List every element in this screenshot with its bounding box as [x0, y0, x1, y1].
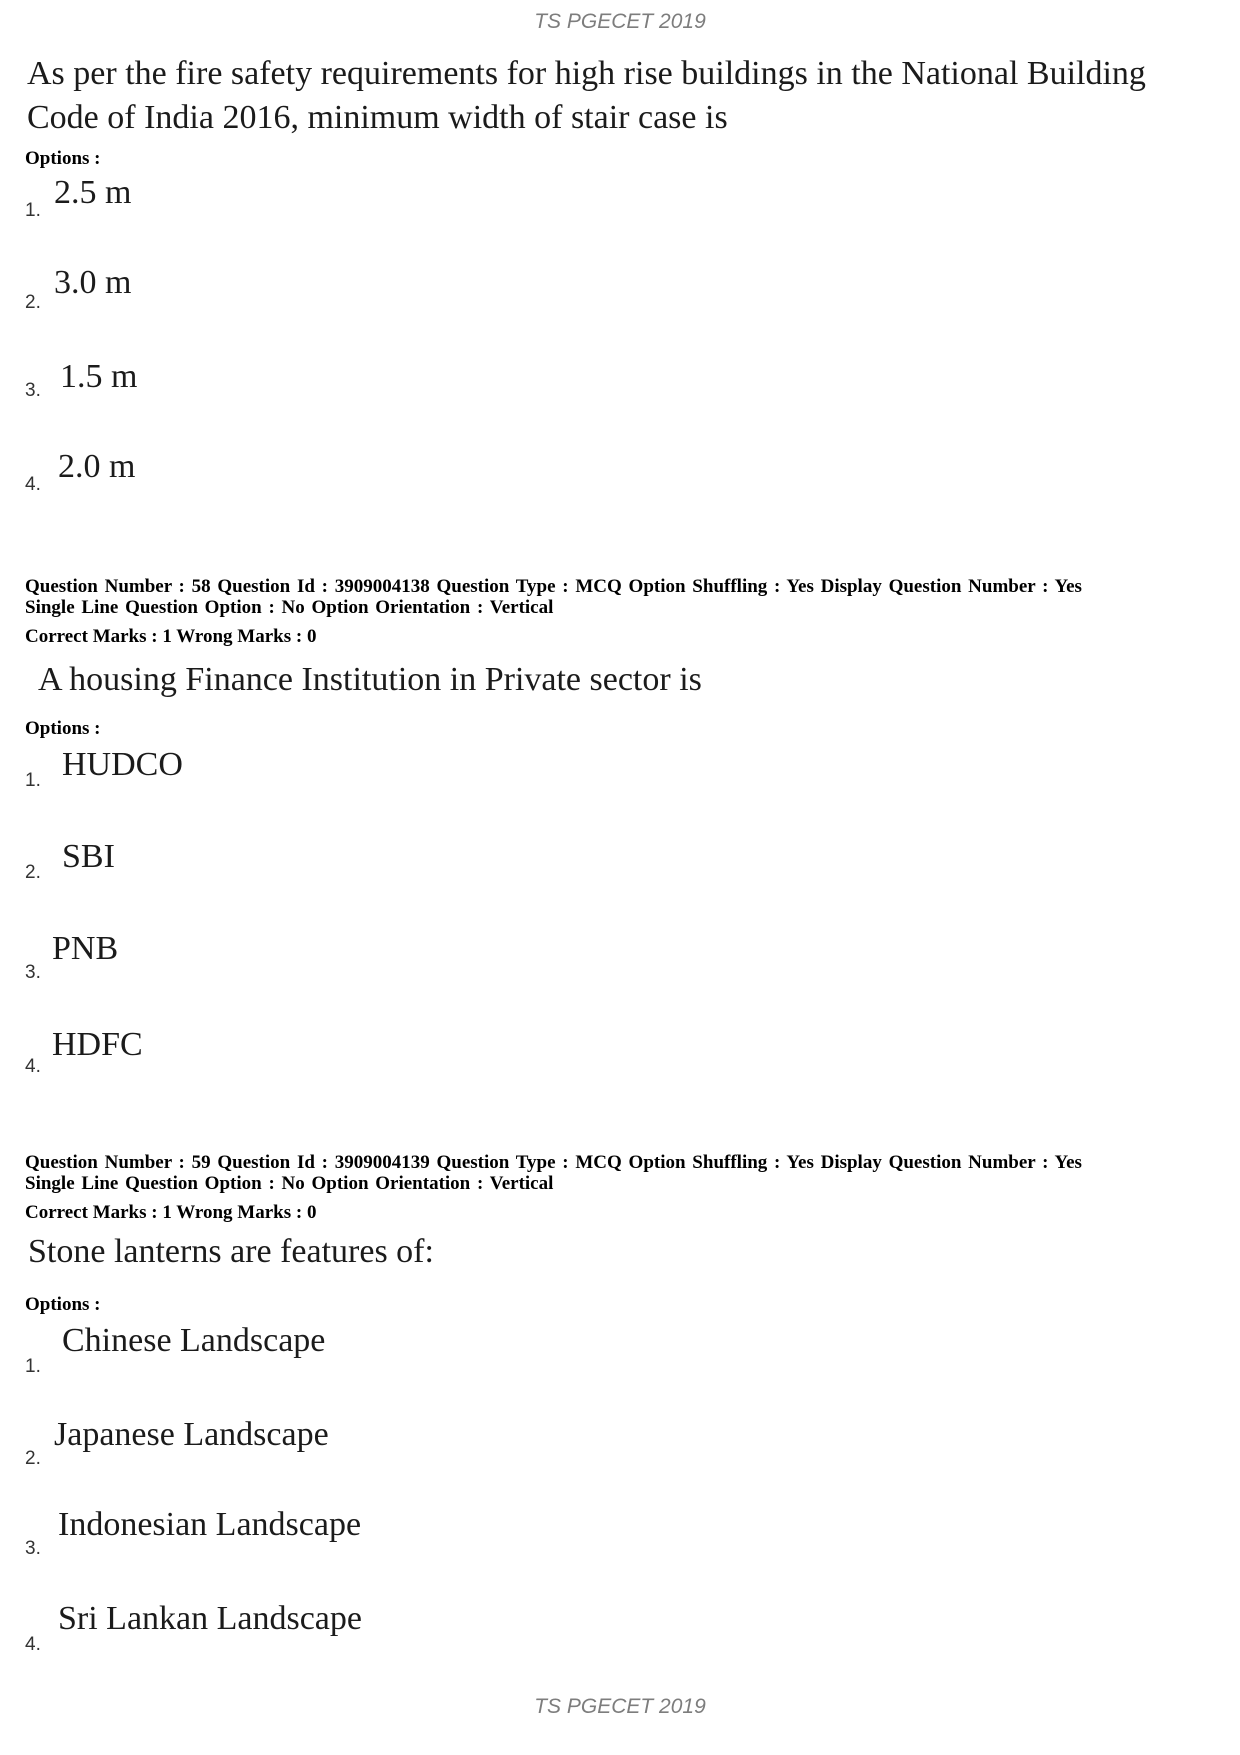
question-text: As per the fire safety requirements for high rise buildings in the National Building Code of India 2016, minimum width of stair case is — [27, 55, 1146, 136]
question-meta: Question Number : 59 Question Id : 3909004139 Question Type : MCQ Option Shuffling : Yes Display Question Number : Yes — [25, 1152, 1082, 1173]
options-label: Options : — [25, 148, 101, 169]
option-text: 3.0 m — [54, 264, 132, 301]
option-number: 2. — [25, 292, 41, 313]
option-text: Chinese Landscape — [62, 1322, 326, 1359]
option-text: Indonesian Landscape — [58, 1506, 362, 1543]
question-marks: Correct Marks : 1 Wrong Marks : 0 — [25, 626, 317, 647]
options-label: Options : — [25, 718, 101, 739]
question-text: Stone lanterns are features of: — [28, 1233, 434, 1270]
option-text: SBI — [62, 838, 115, 875]
option-text: Japanese Landscape — [54, 1416, 329, 1453]
option-number: 3. — [25, 1538, 41, 1559]
question-meta: Single Line Question Option : No Option Orientation : Vertical — [25, 1173, 554, 1194]
page-header: TS PGECET 2019 — [534, 10, 706, 33]
page-footer: TS PGECET 2019 — [534, 1695, 706, 1718]
option-text: 2.0 m — [58, 448, 136, 485]
option-text: HUDCO — [62, 746, 183, 783]
question-text: A housing Finance Institution in Private sector is — [38, 661, 702, 698]
question-marks: Correct Marks : 1 Wrong Marks : 0 — [25, 1202, 317, 1223]
option-text: 2.5 m — [54, 174, 132, 211]
option-number: 1. — [25, 1356, 41, 1377]
option-number: 4. — [25, 1056, 41, 1077]
option-number: 3. — [25, 962, 41, 983]
option-number: 1. — [25, 770, 41, 791]
question-meta: Question Number : 58 Question Id : 3909004138 Question Type : MCQ Option Shuffling : Yes Display Question Number : Yes — [25, 576, 1082, 597]
option-number: 3. — [25, 380, 41, 401]
option-text: HDFC — [52, 1026, 143, 1063]
option-number: 4. — [25, 1634, 41, 1655]
option-number: 1. — [25, 200, 41, 221]
option-number: 2. — [25, 862, 41, 883]
option-number: 2. — [25, 1448, 41, 1469]
question-meta: Single Line Question Option : No Option Orientation : Vertical — [25, 597, 554, 618]
option-text: Sri Lankan Landscape — [58, 1600, 362, 1637]
option-text: PNB — [52, 930, 119, 967]
option-number: 4. — [25, 474, 41, 495]
option-text: 1.5 m — [60, 358, 138, 395]
options-label: Options : — [25, 1294, 101, 1315]
